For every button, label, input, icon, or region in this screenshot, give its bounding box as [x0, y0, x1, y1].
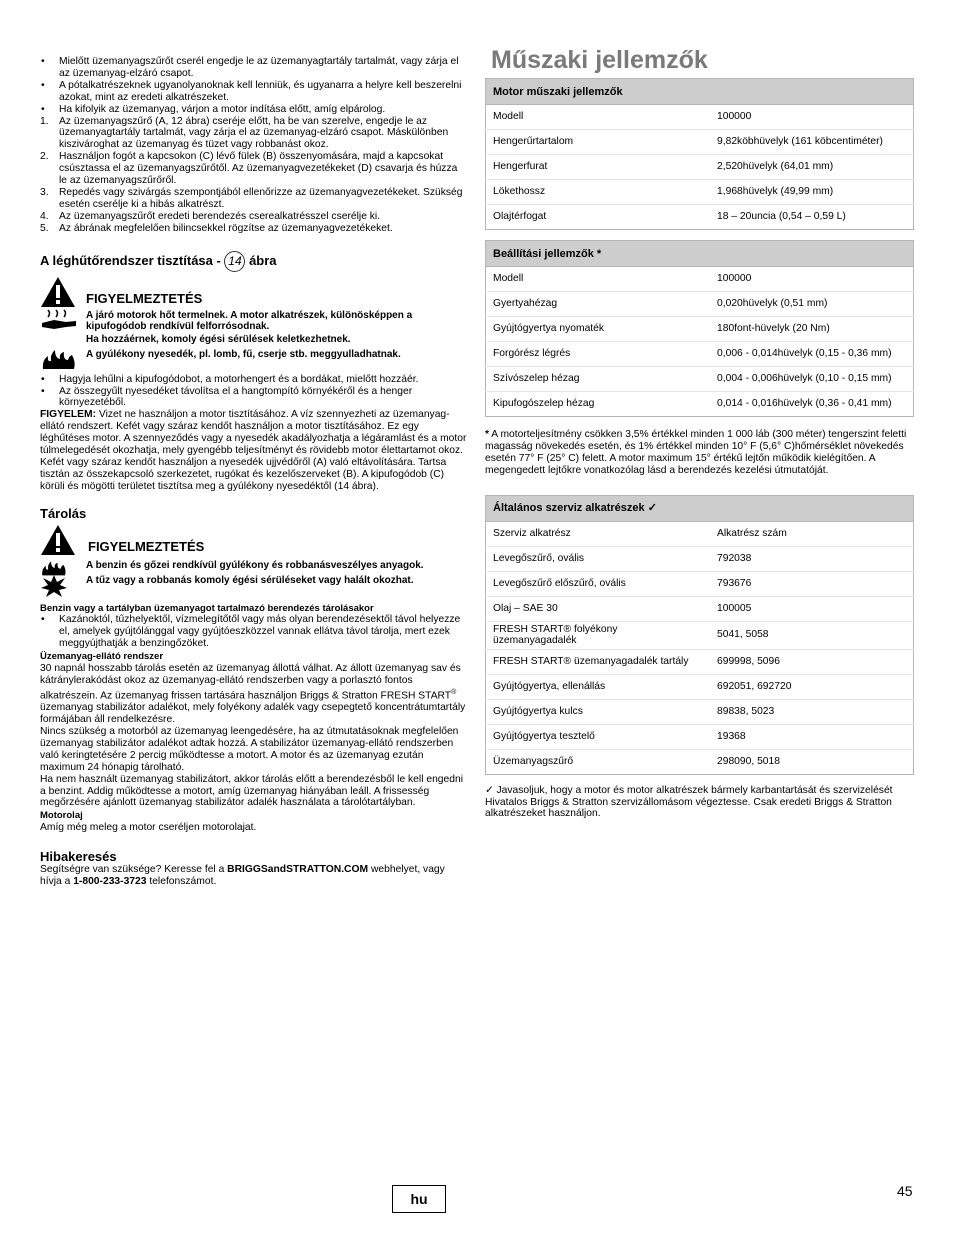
table-header: Beállítási jellemzők * [486, 241, 914, 267]
page-title: Műszaki jellemzők [491, 46, 708, 74]
table-row: Modell 100000 [486, 105, 914, 130]
page-number: 45 [897, 1183, 913, 1199]
step-item: 4. Az üzemanyagszűrőt eredeti berendezés cserealkatrésszel cserélje ki. [40, 210, 381, 222]
table-row: Kipufogószelep hézag 0,014 - 0,016hüvelyk (0,36 - 0,41 mm) [486, 392, 914, 417]
table-row: Gyújtógyertya tesztelő 19368 [486, 724, 914, 749]
warning-title: FIGYELMEZTETÉS [86, 290, 203, 306]
cooling-section-title: A léghűtőrendszer tisztítása - 14 ábra [40, 251, 468, 272]
table-row: Gyújtógyertya kulcs 89838, 5023 [486, 699, 914, 724]
troubleshooting-title: Hibakeresés [40, 849, 117, 865]
cooling-paragraph: Kefét vagy száraz kendőt használjon a nyesedék ujjvédőről (A) való eltávolítására. Tartsa tisztán az összekapcsoló szerkezetet, rugókat és kezelőszerveket (B). A kipufogódob (C) körüli és mögötti területet tisztítsa meg a gyúlékony nyesedéktől (14 ábra). [40, 456, 447, 492]
website-link[interactable]: BRIGGSandSTRATTON.COM [227, 864, 369, 876]
table-row: Üzemanyagszűrő 298090, 5018 [486, 749, 914, 774]
list-item: • Hagyja lehűlni a kipufogódobot, a motorhengert és a bordákat, mielőtt hozzáér. [40, 374, 468, 386]
table-row: Szívószelep hézag 0,004 - 0,006hüvelyk (0,10 - 0,15 mm) [486, 367, 914, 392]
check-mark-icon: ✓ [485, 784, 494, 796]
table-row: Levegőszűrő előszűrő, ovális 793676 [486, 571, 914, 596]
filter-steps [40, 116, 468, 235]
explosion-icon [40, 574, 68, 598]
fuel-heading: Üzemanyag-ellátó rendszer [40, 651, 164, 663]
step-item: 2. Használjon fogót a kapcsokon (C) lévő fülek (B) összenyomására, majd a kapcsokat csúsztassa el az üzemanyagszűrőtől. Az üzemanyagvezetékeket (D) csavarja és húzza le az üzemanyagszűrőről. [40, 151, 458, 187]
table-row: Hengerűrtartalom 9,82köbhüvelyk (161 köbcentiméter) [486, 130, 914, 155]
storage-bullets [40, 614, 468, 650]
service-note: ✓ Javasoljuk, hogy a motor és motor alkatrészek bármely karbantartását és szervizelését Hivatalos Briggs & Stratton szervizállomásom végeztesse. Csak eredeti Briggs & Stratton alkatrészeket használjon. [485, 784, 893, 820]
hazard-line: Ha hozzáérnek, komoly égési sérülések keletkezhetnek. [86, 333, 351, 345]
table-row: Forgórész légrés 0,006 - 0,014hüvelyk (0,15 - 0,36 mm) [486, 342, 914, 367]
list-item: • A pótalkatrészeknek ugyanolyanoknak kell lenniük, és ugyanarra a helyre kell beszerelni azokat, mint az eredeti alkatrészeket. [40, 80, 468, 104]
hazard-line: A tűz vagy a robbanás komoly égési sérüléseket vagy halált okozhat. [40, 575, 468, 597]
footnote-paragraph: * A motorteljesítmény csökken 3,5% értékkel minden 1 000 láb (300 méter) tengerszint feletti magasság növekedés esetén, és 1% értékkel minden 10° F (5,6° C)hőmérséklet növekedés esetén 77° F (25° C) felett. A motor maximum 15° értékű lejtőn működik kielégítően. A megengedett lejtőkre vonatkozólag lásd a berendezés kezelési útmutatóját. [485, 429, 907, 476]
table-row: Modell 100000 [486, 267, 914, 292]
right-column [485, 46, 915, 820]
warning-title: FIGYELMEZTETÉS [88, 538, 205, 554]
hot-surface-icon [40, 309, 78, 333]
list-item: • Az összegyűlt nyesedéket távolítsa el a hangtompító környékéről és a henger környezetéből. [40, 386, 468, 410]
figure-number-badge: 14 [224, 251, 245, 272]
service-parts-table [485, 495, 914, 775]
table-row: Olaj – SAE 30 100005 [486, 596, 914, 621]
step-item: 1. Az üzemanyagszűrő (A, 12 ábra) cseréje előtt, ha be van szerelve, engedje le az üzemanyagtartály tartalmát, vagy zárja el az üzemanyag-elzáró csapot. Máskülönben kiszivároghat az üzemanyag és tüzet vagy robbanást okoz. [40, 115, 449, 151]
intro-bullets [40, 56, 468, 116]
warning-triangle-icon [40, 524, 76, 556]
phone-number: 1-800-233-3723 [73, 876, 147, 888]
check-mark-icon: ✓ [647, 502, 657, 515]
warning-triangle-icon [40, 276, 76, 308]
hazard-line: A gyúlékony nyesedék, pl. lomb, fű, cserje stb. meggyulladhatnak. [40, 349, 468, 362]
oil-paragraph: Amíg még meleg a motor cseréljen motorolajat. [40, 822, 257, 834]
table-row: Olajtérfogat 18 – 20uncia (0,54 – 0,59 L) [486, 205, 914, 230]
table-row: Szerviz alkatrész Alkatrész szám [486, 521, 914, 546]
table-row: FRESH START® üzemanyagadalék tartály 699998, 5096 [486, 649, 914, 674]
notice-paragraph: FIGYELEM: Vizet ne használjon a motor tisztításához. A víz szennyezheti az üzemanyag-ellátó rendszert. Kefét vagy száraz kendőt használjon a motor tisztításához. Ez egy léghűtéses motor. A szennyeződés vagy a nyesedék akadályozhatja a légáramlást és a motor túlmelegedését okozhatja, mely gyengébb teljesítményt és rövidebb motor élettartamot okoz. [40, 409, 467, 457]
list-item: • Kazánoktól, tűzhelyektől, vízmelegítőtől vagy más olyan berendezésektől távol helyezze el, amelyek gyújtólánggal vagy gyújtóeszközzel vannak ellátva távol tárolja, mert ezek meggyújthatják a benzingőzöket. [40, 614, 468, 650]
fuel-paragraph: Ha nem használt üzemanyag stabilizátort, akkor tárolás előtt a berendezésből le kell engedni a benzint. Addig működtesse a motort, amíg üzemanyag hiányában leáll. A frissesség megőrzésére ajánlott üzemanyag stabilizátor adalék használata a tárolótartályban. [40, 773, 463, 809]
table-header: Motor műszaki jellemzők [486, 79, 914, 105]
hazard-line: A benzin és gőzei rendkívül gyúlékony és robbanásveszélyes anyagok. [40, 560, 468, 573]
table-row: Hengerfurat 2,520hüvelyk (64,01 mm) [486, 155, 914, 180]
table-row: Gyertyahézag 0,020hüvelyk (0,51 mm) [486, 292, 914, 317]
table-row: Lökethossz 1,968hüvelyk (49,99 mm) [486, 180, 914, 205]
list-item: • Ha kifolyik az üzemanyag, várjon a motor indítása előtt, amíg elpárolog. [40, 104, 468, 116]
table-row: Gyújtógyertya nyomaték 180font-hüvelyk (20 Nm) [486, 317, 914, 342]
table-header: Általános szerviz alkatrészek ✓ [486, 495, 914, 521]
fuel-paragraph: 30 napnál hosszabb tárolás esetén az üzemanyag állottá válhat. Az állott üzemanyag sav és kátránylerakódást okoz az üzemanyag-ellátó rendszerben vagy a porlasztó fontos alkatrészein. Az üzemanyag frissen tartására használjon Briggs & Stratton FRESH START® üzemanyag stabilizátor adalékot, mely folyékony adalék vagy csepegtető koncentrátumtartály formájában áll rendelkezésre. [40, 663, 466, 726]
step-item: 5. Az ábrának megfelelően bilincsekkel rögzítse az üzemanyagvezetékeket. [40, 222, 393, 234]
list-item: • Mielőtt üzemanyagszűrőt cserél engedje le az üzemanyagtartály tartalmát, vagy zárja el az üzemanyag-elzáró csapot. [40, 56, 468, 80]
hazard-line: A járó motorok hőt termelnek. A motor alkatrészek, különösképpen a kipufogódob rendkívül felforrósodnak. [40, 310, 468, 332]
settings-spec-table [485, 240, 914, 417]
cooling-warning-header [40, 276, 468, 310]
fire-icon [40, 348, 78, 370]
oil-heading: Motorolaj [40, 810, 83, 822]
fuel-paragraph: Nincs szükség a motorból az üzemanyag leengedésére, ha az útmutatásoknak megfelelően üzemanyag stabilizátor adalékot adtak hozzá. A stabilizátor üzemanyag-ellátó rendszerben való keringtetésére 2 percig működtesse a motort. A motor és az üzemanyag ezután maximum 24 hónapig tárolható. [40, 726, 459, 773]
storage-bold-line: Benzin vagy a tartályban üzemanyagot tartalmazó berendezés tárolásakor [40, 602, 374, 614]
motor-spec-table [485, 78, 914, 230]
storage-warning-header [40, 524, 468, 558]
table-row: FRESH START® folyékony üzemanyagadalék 5041, 5058 [486, 621, 914, 649]
language-badge: hu [392, 1185, 446, 1213]
table-row: Gyújtógyertya, ellenállás 692051, 692720 [486, 674, 914, 699]
storage-section-title: Tárolás [40, 505, 87, 521]
step-item: 3. Repedés vagy szivárgás szempontjából ellenőrizze az üzemanyagvezetékeket. Szükség esetén cserélje ki a hibás alkatrészt. [40, 186, 463, 210]
table-row: Levegőszűrő, ovális 792038 [486, 546, 914, 571]
left-column [40, 56, 468, 888]
cooling-bullets [40, 374, 468, 410]
troubleshooting-paragraph: Segítségre van szüksége? Keresse fel a BRIGGSandSTRATTON.COM webhelyet, vagy hívja a 1-800-233-3723 telefonszámot. [40, 864, 445, 888]
